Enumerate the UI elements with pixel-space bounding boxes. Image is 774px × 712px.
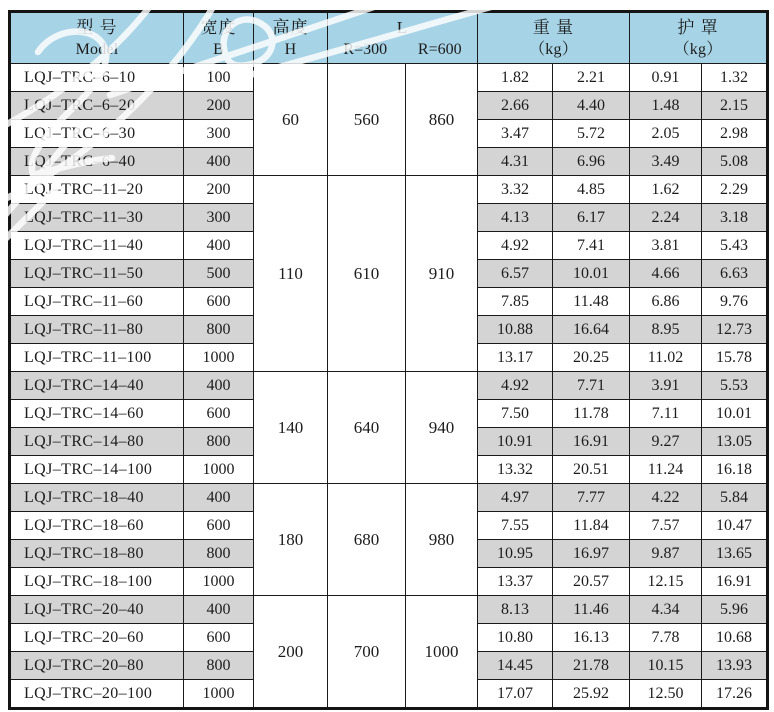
width-b-cell: 300: [184, 120, 254, 148]
guard-r300-cell: 3.81: [630, 232, 702, 260]
guard-r600-cell: 2.29: [702, 176, 768, 204]
table-row: [10, 176, 768, 204]
width-b-cell: 1000: [184, 568, 254, 596]
weight-r600-cell: 16.13: [553, 624, 630, 652]
model-cell: LQJ–TRC–20–100: [10, 680, 184, 709]
l-r600-cell: 910: [406, 176, 478, 372]
height-header-cn: 高度: [272, 18, 309, 37]
weight-r300-cell: 1.82: [478, 64, 553, 92]
weight-r300-cell: 13.17: [478, 344, 553, 372]
guard-r600-cell: 5.84: [702, 484, 768, 512]
model-cell: LQJ–TRC–6–40: [10, 148, 184, 176]
weight-r300-cell: 17.07: [478, 680, 553, 709]
weight-r300-cell: 4.92: [478, 232, 553, 260]
weight-r600-cell: 10.01: [553, 260, 630, 288]
guard-r300-cell: 10.15: [630, 652, 702, 680]
width-b-cell: 400: [184, 484, 254, 512]
width-b-cell: 600: [184, 624, 254, 652]
guard-r600-cell: 6.63: [702, 260, 768, 288]
weight-r300-cell: 13.37: [478, 568, 553, 596]
l-r300-cell: 610: [328, 176, 406, 372]
weight-r600-cell: 16.64: [553, 316, 630, 344]
width-b-cell: 1000: [184, 344, 254, 372]
weight-r600-cell: 20.51: [553, 456, 630, 484]
width-header-cn: 宽度: [200, 18, 237, 37]
model-cell: LQJ–TRC–11–40: [10, 232, 184, 260]
model-cell: LQJ–TRC–18–80: [10, 540, 184, 568]
width-b-cell: 400: [184, 148, 254, 176]
weight-r300-cell: 4.97: [478, 484, 553, 512]
guard-r300-cell: 7.57: [630, 512, 702, 540]
width-b-cell: 600: [184, 512, 254, 540]
guard-r300-cell: 4.34: [630, 596, 702, 624]
width-b-cell: 800: [184, 540, 254, 568]
l-r600-cell: 940: [406, 372, 478, 484]
guard-r600-cell: 2.15: [702, 92, 768, 120]
l-r600-cell: 980: [406, 484, 478, 596]
col-header-width: [184, 12, 254, 64]
header-row: [10, 12, 768, 64]
weight-r300-cell: 10.91: [478, 428, 553, 456]
guard-r600-cell: 5.53: [702, 372, 768, 400]
model-cell: LQJ–TRC–18–100: [10, 568, 184, 596]
weight-r600-cell: 6.96: [553, 148, 630, 176]
guard-r300-cell: 4.66: [630, 260, 702, 288]
model-header-en: Model: [75, 41, 119, 58]
weight-r600-cell: 11.48: [553, 288, 630, 316]
spec-table-wrapper: [8, 10, 769, 710]
guard-r600-cell: 9.76: [702, 288, 768, 316]
width-b-cell: 600: [184, 288, 254, 316]
model-cell: LQJ–TRC–6–20: [10, 92, 184, 120]
guard-r600-cell: 13.65: [702, 540, 768, 568]
weight-header-cn: 重 量: [532, 18, 575, 37]
weight-r300-cell: 7.55: [478, 512, 553, 540]
col-header-l: [328, 12, 478, 64]
guard-r600-cell: 15.78: [702, 344, 768, 372]
weight-r300-cell: 8.13: [478, 596, 553, 624]
col-header-model: [10, 12, 184, 64]
table-row: [10, 484, 768, 512]
weight-r300-cell: 14.45: [478, 652, 553, 680]
spec-table: [8, 10, 769, 710]
width-b-cell: 800: [184, 652, 254, 680]
table-row: [10, 372, 768, 400]
weight-r300-cell: 2.66: [478, 92, 553, 120]
weight-r600-cell: 11.84: [553, 512, 630, 540]
l-r300-cell: 560: [328, 64, 406, 176]
guard-r300-cell: 0.91: [630, 64, 702, 92]
guard-r600-cell: 16.18: [702, 456, 768, 484]
weight-r300-cell: 4.92: [478, 372, 553, 400]
guard-r300-cell: 4.22: [630, 484, 702, 512]
weight-r600-cell: 2.21: [553, 64, 630, 92]
guard-r300-cell: 3.49: [630, 148, 702, 176]
guard-r300-cell: 3.91: [630, 372, 702, 400]
l-r600-cell: 860: [406, 64, 478, 176]
guard-r300-cell: 1.62: [630, 176, 702, 204]
guard-r300-cell: 11.24: [630, 456, 702, 484]
model-header-cn: 型 号: [76, 18, 118, 37]
weight-r600-cell: 25.92: [553, 680, 630, 709]
weight-r600-cell: 11.46: [553, 596, 630, 624]
weight-r300-cell: 10.95: [478, 540, 553, 568]
weight-header-unit: （kg）: [529, 41, 578, 58]
weight-r600-cell: 7.77: [553, 484, 630, 512]
table-row: [10, 596, 768, 624]
weight-r600-cell: 7.71: [553, 372, 630, 400]
weight-r300-cell: 10.80: [478, 624, 553, 652]
width-b-cell: 1000: [184, 456, 254, 484]
guard-r300-cell: 9.87: [630, 540, 702, 568]
height-h-cell: 180: [254, 484, 328, 596]
guard-r300-cell: 12.50: [630, 680, 702, 709]
width-b-cell: 800: [184, 316, 254, 344]
l-r300-cell: 700: [328, 596, 406, 709]
width-b-cell: 1000: [184, 680, 254, 709]
col-header-weight: [478, 12, 630, 64]
model-cell: LQJ–TRC–11–100: [10, 344, 184, 372]
width-b-cell: 400: [184, 596, 254, 624]
model-cell: LQJ–TRC–18–40: [10, 484, 184, 512]
height-h-cell: 140: [254, 372, 328, 484]
weight-r600-cell: 4.85: [553, 176, 630, 204]
weight-r300-cell: 13.32: [478, 456, 553, 484]
height-h-cell: 200: [254, 596, 328, 709]
weight-r600-cell: 11.78: [553, 400, 630, 428]
l-header-r300: R=300: [343, 41, 388, 58]
height-h-cell: 60: [254, 64, 328, 176]
guard-r300-cell: 12.15: [630, 568, 702, 596]
model-cell: LQJ–TRC–11–30: [10, 204, 184, 232]
guard-r300-cell: 11.02: [630, 344, 702, 372]
guard-r300-cell: 6.86: [630, 288, 702, 316]
width-header-sub: B: [213, 41, 224, 58]
guard-r300-cell: 7.78: [630, 624, 702, 652]
model-cell: LQJ–TRC–11–20: [10, 176, 184, 204]
width-b-cell: 400: [184, 232, 254, 260]
width-b-cell: 200: [184, 176, 254, 204]
weight-r600-cell: 4.40: [553, 92, 630, 120]
l-header-label: L: [396, 18, 409, 37]
width-b-cell: 100: [184, 64, 254, 92]
guard-r300-cell: 8.95: [630, 316, 702, 344]
guard-r600-cell: 3.18: [702, 204, 768, 232]
model-cell: LQJ–TRC–11–60: [10, 288, 184, 316]
l-r600-cell: 1000: [406, 596, 478, 709]
weight-r600-cell: 5.72: [553, 120, 630, 148]
weight-r300-cell: 7.85: [478, 288, 553, 316]
model-cell: LQJ–TRC–14–40: [10, 372, 184, 400]
guard-r300-cell: 1.48: [630, 92, 702, 120]
guard-r300-cell: 7.11: [630, 400, 702, 428]
model-cell: LQJ–TRC–11–80: [10, 316, 184, 344]
l-header-r600: R=600: [417, 41, 462, 58]
guard-header-unit: （kg）: [673, 41, 723, 58]
guard-r600-cell: 13.93: [702, 652, 768, 680]
guard-header-cn: 护 罩: [677, 18, 719, 37]
weight-r300-cell: 4.13: [478, 204, 553, 232]
width-b-cell: 800: [184, 428, 254, 456]
weight-r300-cell: 3.47: [478, 120, 553, 148]
l-header-sub: [328, 40, 477, 60]
weight-r600-cell: 7.41: [553, 232, 630, 260]
guard-r600-cell: 10.01: [702, 400, 768, 428]
model-cell: LQJ–TRC–14–80: [10, 428, 184, 456]
model-cell: LQJ–TRC–20–80: [10, 652, 184, 680]
weight-r300-cell: 7.50: [478, 400, 553, 428]
table-row: [10, 64, 768, 92]
guard-r600-cell: 17.26: [702, 680, 768, 709]
guard-r600-cell: 5.43: [702, 232, 768, 260]
weight-r300-cell: 3.32: [478, 176, 553, 204]
guard-r600-cell: 16.91: [702, 568, 768, 596]
width-b-cell: 600: [184, 400, 254, 428]
model-cell: LQJ–TRC–6–10: [10, 64, 184, 92]
width-b-cell: 500: [184, 260, 254, 288]
weight-r600-cell: 20.57: [553, 568, 630, 596]
guard-r600-cell: 10.68: [702, 624, 768, 652]
guard-r600-cell: 10.47: [702, 512, 768, 540]
col-header-height: [254, 12, 328, 64]
model-cell: LQJ–TRC–20–40: [10, 596, 184, 624]
height-header-sub: H: [284, 41, 297, 58]
weight-r600-cell: 16.91: [553, 428, 630, 456]
weight-r600-cell: 20.25: [553, 344, 630, 372]
model-cell: LQJ–TRC–14–100: [10, 456, 184, 484]
guard-r600-cell: 13.05: [702, 428, 768, 456]
guard-r600-cell: 5.96: [702, 596, 768, 624]
weight-r300-cell: 6.57: [478, 260, 553, 288]
height-h-cell: 110: [254, 176, 328, 372]
table-body: [10, 64, 768, 709]
width-b-cell: 300: [184, 204, 254, 232]
guard-r600-cell: 1.32: [702, 64, 768, 92]
guard-r300-cell: 2.24: [630, 204, 702, 232]
guard-r300-cell: 2.05: [630, 120, 702, 148]
l-r300-cell: 680: [328, 484, 406, 596]
weight-r600-cell: 21.78: [553, 652, 630, 680]
l-r300-cell: 640: [328, 372, 406, 484]
guard-r600-cell: 12.73: [702, 316, 768, 344]
col-header-guard: [630, 12, 768, 64]
width-b-cell: 400: [184, 372, 254, 400]
weight-r300-cell: 4.31: [478, 148, 553, 176]
model-cell: LQJ–TRC–6–30: [10, 120, 184, 148]
guard-r300-cell: 9.27: [630, 428, 702, 456]
table-header: [10, 12, 768, 64]
weight-r600-cell: 16.97: [553, 540, 630, 568]
model-cell: LQJ–TRC–11–50: [10, 260, 184, 288]
guard-r600-cell: 5.08: [702, 148, 768, 176]
weight-r300-cell: 10.88: [478, 316, 553, 344]
width-b-cell: 200: [184, 92, 254, 120]
model-cell: LQJ–TRC–20–60: [10, 624, 184, 652]
guard-r600-cell: 2.98: [702, 120, 768, 148]
model-cell: LQJ–TRC–14–60: [10, 400, 184, 428]
weight-r600-cell: 6.17: [553, 204, 630, 232]
model-cell: LQJ–TRC–18–60: [10, 512, 184, 540]
